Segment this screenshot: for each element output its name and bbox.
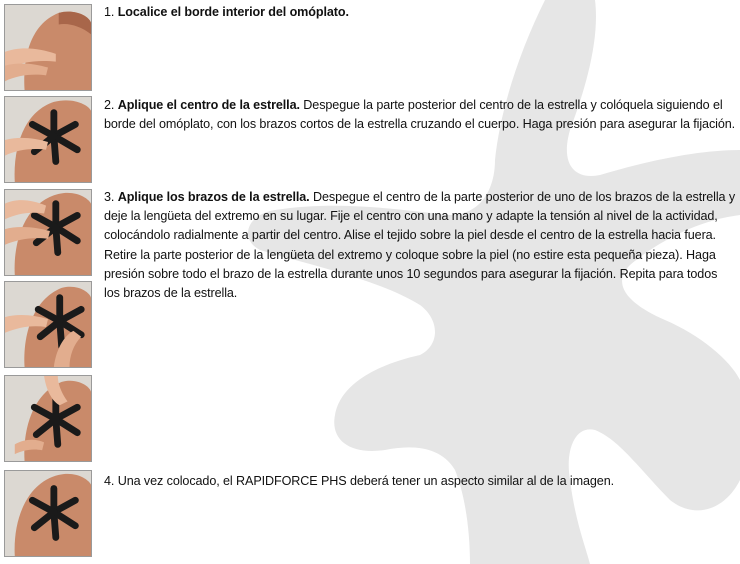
step-photo-1 xyxy=(4,4,92,91)
step-number: 2. xyxy=(104,98,115,112)
step-number: 3. xyxy=(104,190,115,204)
step-3 xyxy=(104,188,736,303)
step-title: Aplique los brazos de la estrella. xyxy=(117,190,310,204)
step-text: Despegue el centro de la parte posterior de uno de los brazos de la estrella y deje la lengüeta del extremo en su lugar. Fije el centro con una mano y adapte la tensión al nivel de la actividad, colocándolo radialmente a partir del centro. Alise el tejido sobre la piel desde el centro de la estrella hacia fuera. Retire la parte posterior de la lengüeta del extremo y coloque sobre la piel (no estire esta pequeña pieza). Haga presión sobre todo el brazo de la estrella durante unos 10 segundos para asegurar la fijación. Repita para todos los brazos de la estrella. xyxy=(104,190,736,301)
shoulder-photo-icon xyxy=(5,471,91,556)
step-title: Aplique el centro de la estrella. xyxy=(117,98,300,112)
shoulder-photo-icon xyxy=(5,376,91,461)
shoulder-photo-icon xyxy=(5,282,91,367)
step-1 xyxy=(104,3,736,22)
shoulder-photo-icon xyxy=(5,97,91,182)
shoulder-photo-icon xyxy=(5,190,91,275)
step-text: Una vez colocado, el RAPIDFORCE PHS deberá tener un aspecto similar al de la imagen. xyxy=(117,474,615,488)
step-number: 4. xyxy=(104,474,115,488)
step-photo-3 xyxy=(4,189,92,276)
step-photo-5 xyxy=(4,375,92,462)
step-photo-6 xyxy=(4,470,92,557)
step-2 xyxy=(104,96,736,134)
step-text: Despegue la parte posterior del centro de la estrella y colóquela siguiendo el borde del omóplato, con los brazos cortos de la estrella cruzando el cuerpo. Haga presión para asegurar la fijación. xyxy=(104,98,736,132)
step-4 xyxy=(104,472,736,491)
step-photo-2 xyxy=(4,96,92,183)
step-title: Localice el borde interior del omóplato. xyxy=(117,5,349,19)
step-photo-4 xyxy=(4,281,92,368)
shoulder-photo-icon xyxy=(5,5,91,90)
step-number: 1. xyxy=(104,5,115,19)
